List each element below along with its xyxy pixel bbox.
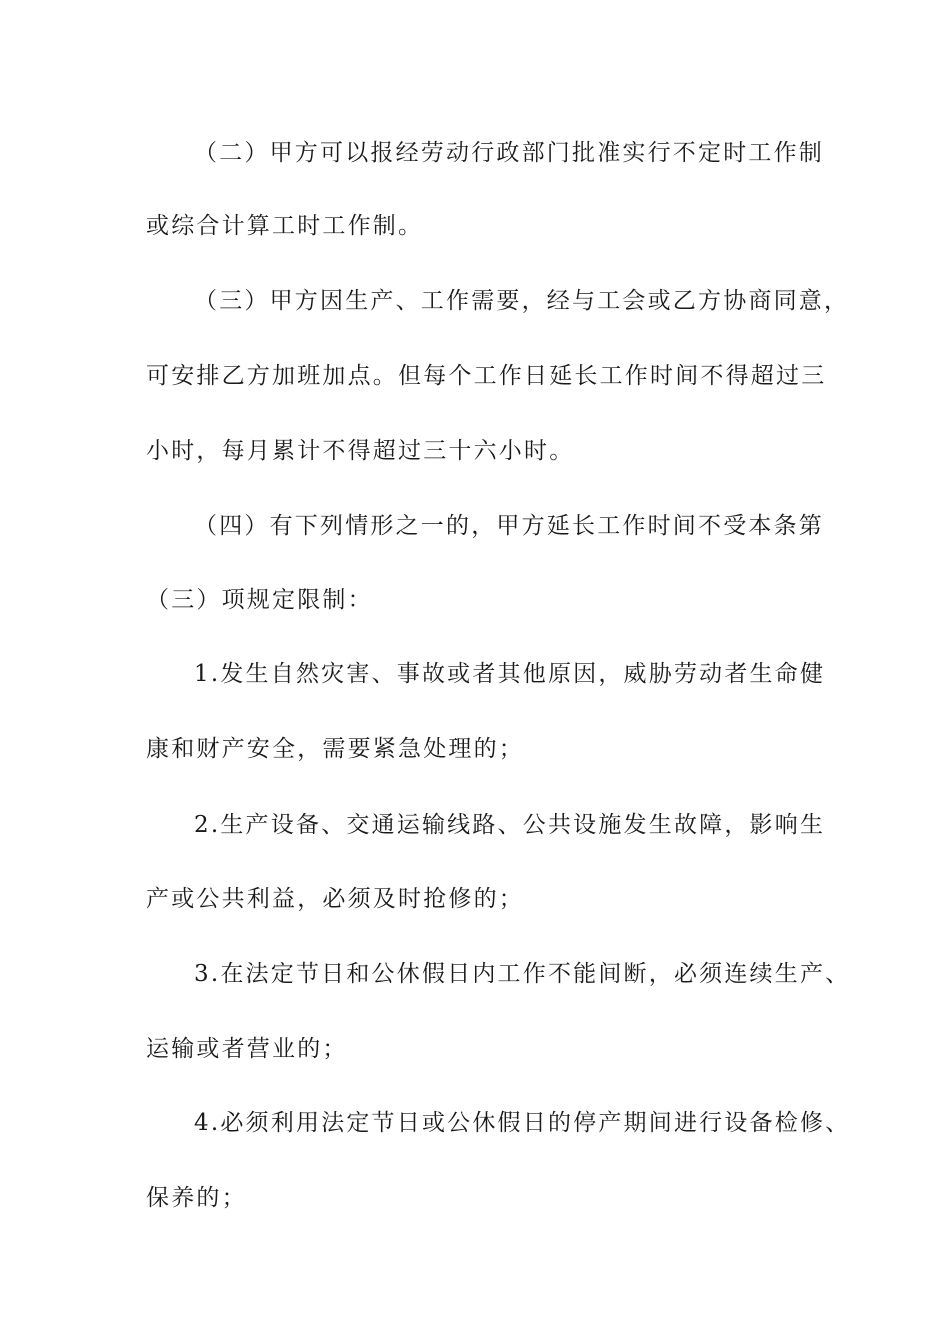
item-2-line-1: 2.生产设备、交通运输线路、公共设施发生故障，影响生	[194, 812, 826, 838]
item-3-line-1: 3.在法定节日和公休假日内工作不能间断，必须连续生产、	[194, 961, 851, 987]
item-4-line-2: 保养的；	[146, 1185, 247, 1211]
paragraph-3-line-2: 可安排乙方加班加点。但每个工作日延长工作时间不得超过三	[146, 363, 827, 389]
item-1-line-2: 康和财产安全，需要紧急处理的；	[146, 736, 524, 762]
item-2-line-2: 产或公共利益，必须及时抢修的；	[146, 886, 524, 912]
paragraph-4-line-1: （四）有下列情形之一的，甲方延长工作时间不受本条第	[194, 513, 824, 539]
item-1-line-1: 1.发生自然灾害、事故或者其他原因，威胁劳动者生命健	[194, 661, 826, 687]
item-3-line-2: 运输或者营业的；	[146, 1036, 348, 1062]
paragraph-3-line-1: （三）甲方因生产、工作需要，经与工会或乙方协商同意，	[194, 288, 850, 314]
item-4-line-1: 4.必须利用法定节日或公休假日的停产期间进行设备检修、	[194, 1110, 851, 1136]
paragraph-2-line-2: 或综合计算工时工作制。	[146, 213, 424, 239]
paragraph-2-line-1: （二）甲方可以报经劳动行政部门批准实行不定时工作制	[194, 140, 824, 166]
paragraph-3-line-3: 小时，每月累计不得超过三十六小时。	[146, 438, 575, 464]
paragraph-4-line-2: （三）项规定限制：	[146, 587, 373, 613]
